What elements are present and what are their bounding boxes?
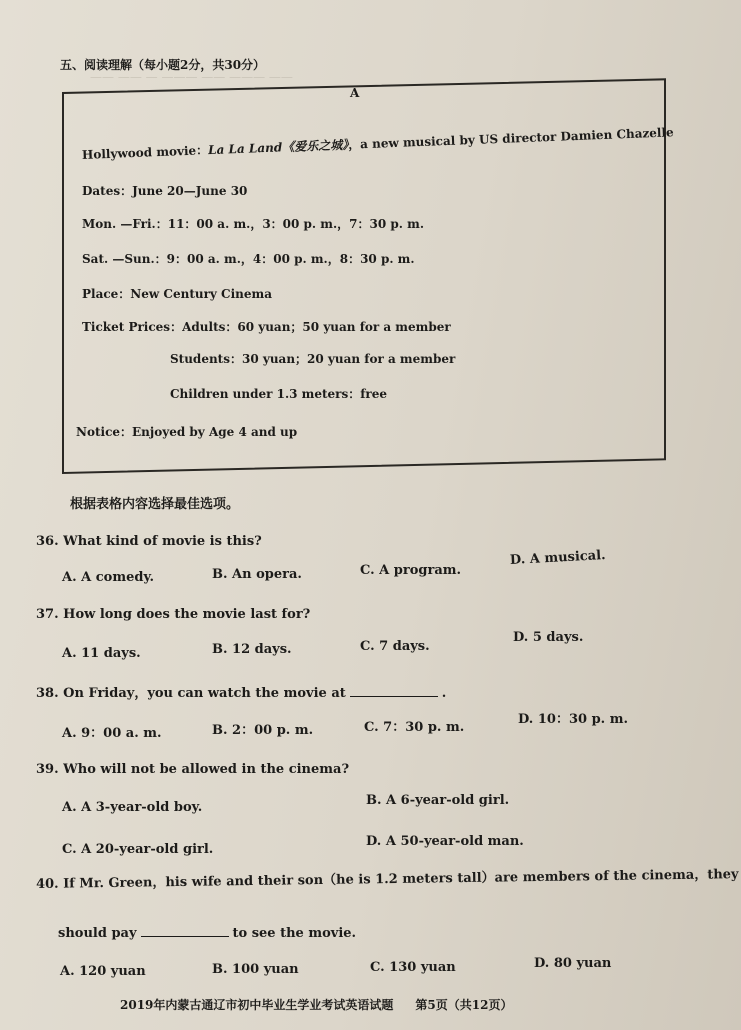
option-37-b[interactable]: B. 12 days. bbox=[212, 642, 292, 657]
passage-label: A bbox=[350, 86, 360, 100]
price-adults: Adults：60 yuan；50 yuan for a member bbox=[182, 320, 451, 334]
option-38-c[interactable]: C. 7：30 p. m. bbox=[364, 720, 465, 735]
question-number: 37. bbox=[36, 607, 59, 622]
question-38 bbox=[36, 682, 446, 701]
movie-label: Hollywood movie： bbox=[81, 143, 209, 162]
option-38-b[interactable]: B. 2：00 p. m. bbox=[212, 723, 314, 738]
option-40-b[interactable]: B. 100 yuan bbox=[212, 962, 299, 977]
page-number: 第5页（共12页） bbox=[415, 998, 513, 1012]
adult-price-line bbox=[82, 318, 451, 335]
place-line: Place：New Century Cinema bbox=[82, 287, 273, 301]
option-39-a[interactable]: A. A 3-year-old boy. bbox=[62, 800, 203, 815]
bleed-through-text: —— —— — ——— —— ——— —— bbox=[90, 70, 293, 84]
question-39 bbox=[36, 762, 349, 777]
children-price-line: Children under 1.3 meters：free bbox=[170, 387, 388, 401]
question-number: 40. bbox=[35, 876, 59, 892]
question-40-line2 bbox=[58, 925, 356, 941]
question-stem: How long does the movie last for? bbox=[63, 607, 311, 622]
option-36-a[interactable]: A. A comedy. bbox=[62, 570, 155, 585]
question-number: 39. bbox=[36, 762, 59, 777]
question-stem: If Mr. Green，his wife and their son（he is 1.2 meters tall）are members of the cinema，they bbox=[63, 867, 739, 892]
question-36 bbox=[36, 534, 262, 549]
weekday-times-line: Mon. —Fri.：11：00 a. m.，3：00 p. m.，7：30 p. m. bbox=[82, 217, 425, 231]
option-40-c[interactable]: C. 130 yuan bbox=[370, 960, 456, 975]
question-stem: should pay bbox=[58, 926, 137, 941]
option-38-a[interactable]: A. 9：00 a. m. bbox=[62, 726, 162, 741]
dates-line: Dates：June 20—June 30 bbox=[82, 184, 248, 198]
notice-line: Notice：Enjoyed by Age 4 and up bbox=[76, 425, 298, 439]
page-footer bbox=[120, 996, 512, 1013]
option-36-c[interactable]: C. A program. bbox=[360, 563, 462, 578]
option-40-d[interactable]: D. 80 yuan bbox=[534, 956, 612, 971]
movie-title: La La Land《爱乐之城》 bbox=[207, 137, 349, 158]
question-stem: On Friday，you can watch the movie at bbox=[63, 686, 346, 701]
footer-title: 2019年内蒙古通辽市初中毕业生学业考试英语试题 bbox=[120, 998, 394, 1012]
question-number: 38. bbox=[36, 686, 59, 701]
question-stem: Who will not be allowed in the cinema? bbox=[63, 762, 350, 777]
question-40 bbox=[36, 863, 739, 892]
option-38-d[interactable]: D. 10：30 p. m. bbox=[518, 712, 628, 727]
question-number: 36. bbox=[36, 534, 59, 549]
option-37-c[interactable]: C. 7 days. bbox=[360, 639, 430, 654]
question-stem: What kind of movie is this? bbox=[63, 534, 262, 549]
answer-blank[interactable] bbox=[141, 925, 229, 937]
option-37-a[interactable]: A. 11 days. bbox=[62, 646, 141, 661]
instruction: 根据表格内容选择最佳选项。 bbox=[70, 497, 240, 512]
prices-label: Ticket Prices： bbox=[82, 320, 183, 334]
option-40-a[interactable]: A. 120 yuan bbox=[60, 964, 146, 979]
option-39-d[interactable]: D. A 50-year-old man. bbox=[366, 834, 524, 849]
option-39-b[interactable]: B. A 6-year-old girl. bbox=[366, 793, 510, 808]
option-36-d[interactable]: D. A musical. bbox=[509, 547, 607, 568]
question-stem-end: . bbox=[441, 686, 447, 701]
answer-blank[interactable] bbox=[350, 685, 438, 697]
question-stem-end: to see the movie. bbox=[232, 926, 357, 941]
option-37-d[interactable]: D. 5 days. bbox=[513, 630, 584, 645]
option-39-c[interactable]: C. A 20-year-old girl. bbox=[62, 842, 214, 857]
section-title: 五、阅读理解（每小题2分，共30分） bbox=[60, 58, 266, 72]
question-37 bbox=[36, 607, 310, 622]
student-price-line: Students：30 yuan；20 yuan for a member bbox=[170, 352, 456, 366]
movie-desc: ，a new musical by US director Damien Chazelle bbox=[347, 125, 674, 152]
option-36-b[interactable]: B. An opera. bbox=[212, 567, 302, 582]
weekend-times-line: Sat. —Sun.：9：00 a. m.，4：00 p. m.，8：30 p. m. bbox=[82, 252, 415, 266]
